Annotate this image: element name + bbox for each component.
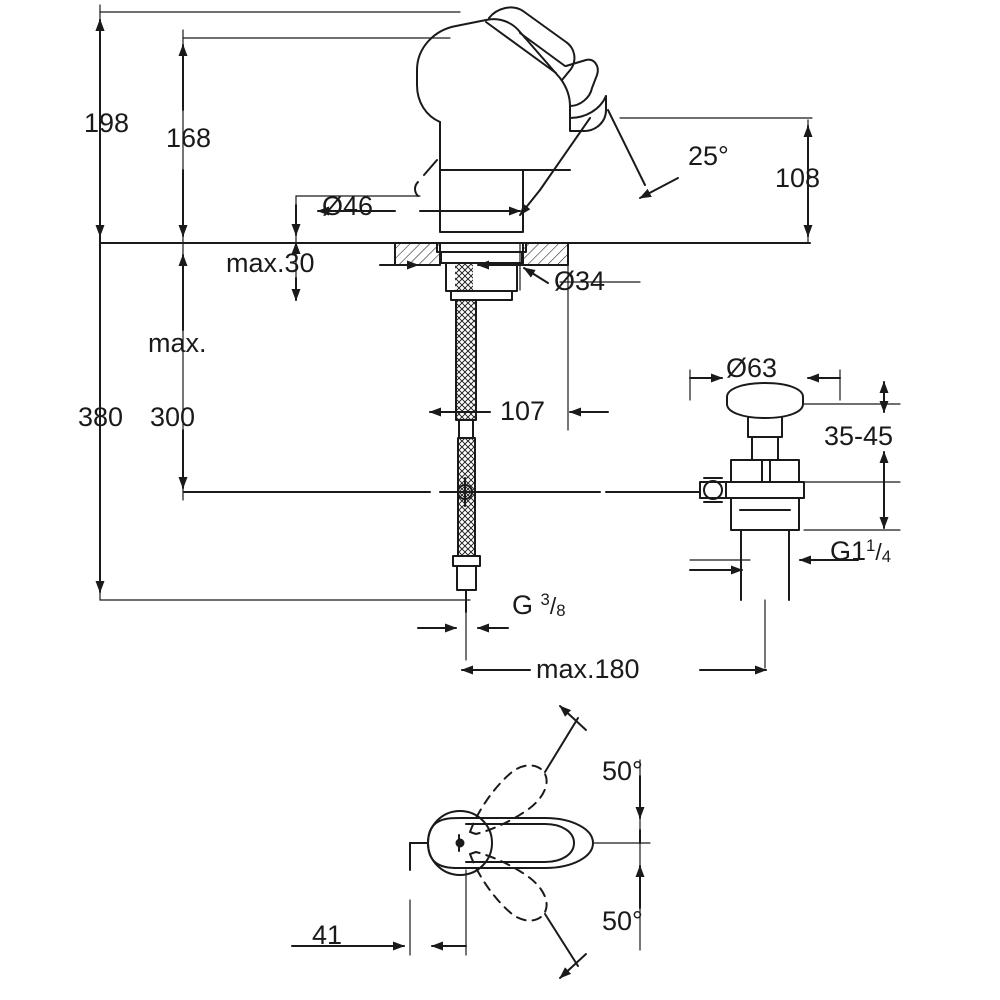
dim-label-max30: max.30 [226, 248, 315, 278]
dim-label-max180: max.180 [536, 654, 640, 684]
thread-whole: G1 [830, 536, 867, 567]
hose-thread-whole: G [512, 590, 534, 621]
dim-label-35-45: 35-45 [824, 421, 894, 451]
dim-label-168: 168 [166, 123, 212, 153]
mounting-hardware [437, 243, 526, 300]
lift-rod-linkage [184, 478, 700, 506]
flexible-hose-upper [456, 300, 476, 420]
dim-label-198: 198 [84, 108, 130, 138]
thread-numerator: 1 [866, 536, 876, 555]
threaded-shank [455, 263, 473, 291]
dim-label-g3-8: G $^3$/8 [512, 590, 566, 621]
thread-denominator: 4 [881, 546, 892, 566]
dim-label-max: max. [148, 328, 207, 358]
hose-thread-denominator: 8 [556, 600, 566, 620]
dim-label-380: 380 [78, 402, 124, 432]
counter-hatch [395, 243, 568, 265]
top-view-handle-swivel-ghosts [470, 765, 547, 920]
dim-label-d46: Ø46 [322, 191, 374, 221]
pop-up-waste-assembly [700, 383, 804, 600]
leader-d34 [524, 268, 548, 283]
dim-label-41: 41 [312, 920, 343, 950]
extension-lines [100, 5, 900, 955]
faucet-body-outline [415, 7, 606, 232]
hose-thread-numerator: 3 [540, 590, 550, 609]
dim-label-g1-1-4: $G1^1/4$ [830, 536, 892, 567]
dim-label-108: 108 [775, 163, 821, 193]
hose-connector-mid [459, 420, 473, 438]
dim-label-d63: Ø63 [726, 353, 778, 383]
dim-label-300: 300 [150, 402, 196, 432]
dim-label-25deg: 25° [688, 141, 729, 171]
dim-label-50deg-lower: 50° [602, 906, 643, 936]
dim-label-107: 107 [500, 396, 546, 426]
hose-end-fitting [453, 556, 480, 612]
top-view-handle [410, 811, 593, 875]
dim-label-d34: Ø34 [554, 266, 606, 296]
dim-label-50deg-upper: 50° [602, 756, 643, 786]
